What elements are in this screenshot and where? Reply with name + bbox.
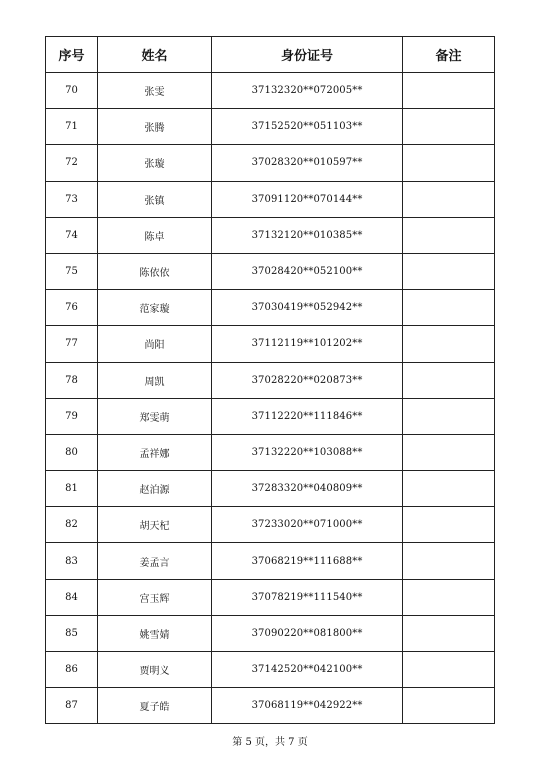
table-row <box>46 145 495 181</box>
row-note-cell <box>403 434 495 470</box>
table-row <box>46 109 495 145</box>
row-id-number-cell: 37283320**040809** <box>212 471 403 507</box>
table-row <box>46 543 495 579</box>
row-note-cell <box>403 217 495 253</box>
row-id-number-cell: 37152520**051103** <box>212 109 403 145</box>
row-id-number-cell: 37090220**081800** <box>212 615 403 651</box>
header-id-number: 身份证号 <box>212 37 403 73</box>
row-note-cell <box>403 688 495 724</box>
header-seq: 序号 <box>46 37 98 73</box>
roster-table <box>45 36 495 724</box>
row-name-cell: 陈卓 <box>98 217 212 253</box>
row-id-number-cell: 37142520**042100** <box>212 652 403 688</box>
table-header <box>46 37 495 73</box>
table-body <box>46 73 495 724</box>
row-id-number-cell: 37132320**072005** <box>212 73 403 109</box>
table-row <box>46 434 495 470</box>
row-seq-cell: 84 <box>46 579 98 615</box>
row-note-cell <box>403 543 495 579</box>
row-seq-cell: 80 <box>46 434 98 470</box>
row-seq-cell: 86 <box>46 652 98 688</box>
table-row <box>46 290 495 326</box>
table-row <box>46 398 495 434</box>
row-seq-cell: 83 <box>46 543 98 579</box>
row-name-cell: 陈依依 <box>98 253 212 289</box>
row-seq-cell: 79 <box>46 398 98 434</box>
row-seq-cell: 71 <box>46 109 98 145</box>
table-row <box>46 181 495 217</box>
row-seq-cell: 85 <box>46 615 98 651</box>
table-row <box>46 217 495 253</box>
row-id-number-cell: 37112119**101202** <box>212 326 403 362</box>
row-name-cell: 孟祥娜 <box>98 434 212 470</box>
row-id-number-cell: 37028420**052100** <box>212 253 403 289</box>
row-seq-cell: 87 <box>46 688 98 724</box>
row-name-cell: 周凯 <box>98 362 212 398</box>
row-seq-cell: 70 <box>46 73 98 109</box>
row-id-number-cell: 37028320**010597** <box>212 145 403 181</box>
row-note-cell <box>403 398 495 434</box>
header-name: 姓名 <box>98 37 212 73</box>
row-seq-cell: 81 <box>46 471 98 507</box>
row-name-cell: 范家璇 <box>98 290 212 326</box>
row-note-cell <box>403 362 495 398</box>
row-name-cell: 姜孟言 <box>98 543 212 579</box>
table-row <box>46 253 495 289</box>
row-name-cell: 夏子皓 <box>98 688 212 724</box>
row-note-cell <box>403 579 495 615</box>
row-note-cell <box>403 145 495 181</box>
row-id-number-cell: 37132120**010385** <box>212 217 403 253</box>
table-row <box>46 362 495 398</box>
page-footer <box>0 733 540 748</box>
row-note-cell <box>403 507 495 543</box>
row-note-cell <box>403 73 495 109</box>
table-row <box>46 652 495 688</box>
row-seq-cell: 73 <box>46 181 98 217</box>
row-id-number-cell: 37028220**020873** <box>212 362 403 398</box>
row-name-cell: 张镇 <box>98 181 212 217</box>
table-row <box>46 471 495 507</box>
table-row <box>46 688 495 724</box>
row-note-cell <box>403 290 495 326</box>
row-seq-cell: 82 <box>46 507 98 543</box>
page-number-text: 第 5 页，共 7 页 <box>232 737 308 748</box>
row-name-cell: 张雯 <box>98 73 212 109</box>
row-name-cell: 张璇 <box>98 145 212 181</box>
row-name-cell: 姚雪婧 <box>98 615 212 651</box>
row-id-number-cell: 37132220**103088** <box>212 434 403 470</box>
row-id-number-cell: 37091120**070144** <box>212 181 403 217</box>
header-note: 备注 <box>403 37 495 73</box>
row-name-cell: 赵泊源 <box>98 471 212 507</box>
row-note-cell <box>403 652 495 688</box>
row-name-cell: 郑雯萌 <box>98 398 212 434</box>
row-name-cell: 贾明义 <box>98 652 212 688</box>
row-note-cell <box>403 181 495 217</box>
row-seq-cell: 76 <box>46 290 98 326</box>
row-name-cell: 胡天杞 <box>98 507 212 543</box>
row-note-cell <box>403 326 495 362</box>
row-id-number-cell: 37030419**052942** <box>212 290 403 326</box>
table-row <box>46 615 495 651</box>
row-id-number-cell: 37068119**042922** <box>212 688 403 724</box>
row-seq-cell: 72 <box>46 145 98 181</box>
row-seq-cell: 75 <box>46 253 98 289</box>
row-note-cell <box>403 471 495 507</box>
table-row <box>46 507 495 543</box>
row-id-number-cell: 37078219**111540** <box>212 579 403 615</box>
table-row <box>46 579 495 615</box>
row-note-cell <box>403 615 495 651</box>
row-seq-cell: 74 <box>46 217 98 253</box>
row-note-cell <box>403 109 495 145</box>
row-seq-cell: 78 <box>46 362 98 398</box>
row-id-number-cell: 37233020**071000** <box>212 507 403 543</box>
row-id-number-cell: 37112220**111846** <box>212 398 403 434</box>
row-name-cell: 宫玉辉 <box>98 579 212 615</box>
row-seq-cell: 77 <box>46 326 98 362</box>
header-row <box>46 37 495 73</box>
row-name-cell: 张腾 <box>98 109 212 145</box>
table-row <box>46 73 495 109</box>
table-row <box>46 326 495 362</box>
row-name-cell: 尚阳 <box>98 326 212 362</box>
row-note-cell <box>403 253 495 289</box>
row-id-number-cell: 37068219**111688** <box>212 543 403 579</box>
